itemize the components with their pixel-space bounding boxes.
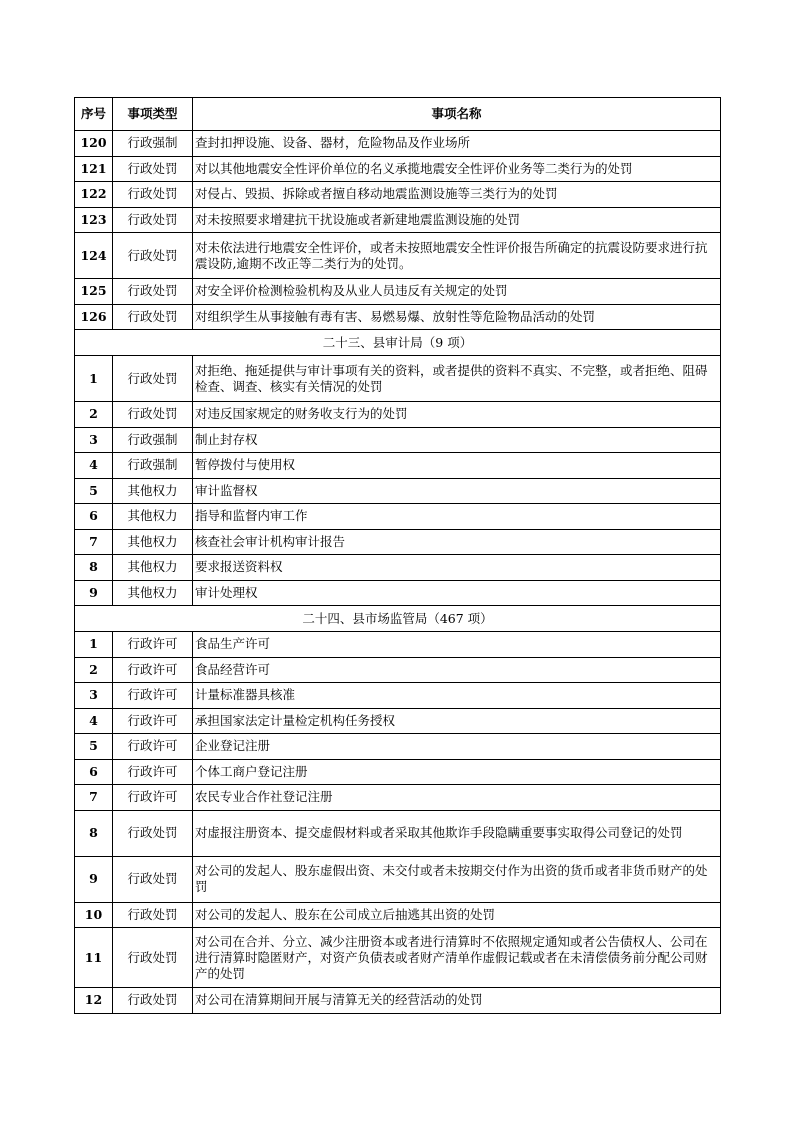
row-type: 其他权力 — [113, 478, 193, 504]
table-row — [75, 785, 721, 811]
row-name: 对以其他地震安全性评价单位的名义承揽地震安全性评价业务等二类行为的处罚 — [193, 156, 721, 182]
row-number: 7 — [75, 529, 113, 555]
row-type: 行政处罚 — [113, 233, 193, 279]
table-row — [75, 233, 721, 279]
table-row — [75, 427, 721, 453]
row-name: 食品生产许可 — [193, 632, 721, 658]
row-name: 对组织学生从事接触有毒有害、易燃易爆、放射性等危险物品活动的处罚 — [193, 304, 721, 330]
row-type: 行政处罚 — [113, 207, 193, 233]
table-row — [75, 708, 721, 734]
row-number: 6 — [75, 504, 113, 530]
row-name: 对侵占、毁损、拆除或者擅自移动地震监测设施等三类行为的处罚 — [193, 182, 721, 208]
row-name: 对安全评价检测检验机构及从业人员违反有关规定的处罚 — [193, 279, 721, 305]
row-type: 行政强制 — [113, 131, 193, 157]
table-row — [75, 856, 721, 902]
row-name: 个体工商户登记注册 — [193, 759, 721, 785]
row-name: 对未依法进行地震安全性评价，或者未按照地震安全性评价报告所确定的抗震设防要求进行抗震设防,逾期不改正等二类行为的处罚。 — [193, 233, 721, 279]
row-name: 制止封存权 — [193, 427, 721, 453]
row-number: 6 — [75, 759, 113, 785]
row-number: 1 — [75, 356, 113, 402]
table-row — [75, 683, 721, 709]
row-name: 暂停拨付与使用权 — [193, 453, 721, 479]
section-header-row — [75, 330, 721, 356]
row-name: 审计处理权 — [193, 580, 721, 606]
row-number: 124 — [75, 233, 113, 279]
row-type: 行政许可 — [113, 734, 193, 760]
row-name: 计量标准器具核准 — [193, 683, 721, 709]
row-type: 其他权力 — [113, 580, 193, 606]
header-name: 事项名称 — [193, 98, 721, 131]
row-name: 对未按照要求增建抗干扰设施或者新建地震监测设施的处罚 — [193, 207, 721, 233]
row-number: 3 — [75, 427, 113, 453]
row-name: 要求报送资料权 — [193, 555, 721, 581]
table-row — [75, 279, 721, 305]
header-number: 序号 — [75, 98, 113, 131]
row-number: 3 — [75, 683, 113, 709]
table-header-row — [75, 98, 721, 131]
row-number: 121 — [75, 156, 113, 182]
row-number: 4 — [75, 453, 113, 479]
table-row — [75, 759, 721, 785]
row-number: 8 — [75, 810, 113, 856]
row-name: 食品经营许可 — [193, 657, 721, 683]
row-number: 126 — [75, 304, 113, 330]
table-row — [75, 156, 721, 182]
table-row — [75, 453, 721, 479]
row-name: 对公司在清算期间开展与清算无关的经营活动的处罚 — [193, 988, 721, 1014]
row-type: 行政许可 — [113, 708, 193, 734]
table-row — [75, 632, 721, 658]
table-row — [75, 478, 721, 504]
row-number: 123 — [75, 207, 113, 233]
table-row — [75, 402, 721, 428]
power-list-table — [74, 97, 721, 1014]
row-number: 12 — [75, 988, 113, 1014]
row-number: 9 — [75, 580, 113, 606]
row-name: 农民专业合作社登记注册 — [193, 785, 721, 811]
row-type: 行政许可 — [113, 785, 193, 811]
row-name: 审计监督权 — [193, 478, 721, 504]
row-number: 11 — [75, 928, 113, 988]
row-type: 行政许可 — [113, 632, 193, 658]
row-number: 1 — [75, 632, 113, 658]
section-title: 二十四、县市场监管局（467 项） — [75, 606, 721, 632]
row-type: 行政处罚 — [113, 810, 193, 856]
table-row — [75, 131, 721, 157]
row-type: 行政处罚 — [113, 182, 193, 208]
row-name: 指导和监督内审工作 — [193, 504, 721, 530]
row-number: 9 — [75, 856, 113, 902]
row-type: 行政强制 — [113, 427, 193, 453]
row-number: 8 — [75, 555, 113, 581]
row-type: 其他权力 — [113, 504, 193, 530]
table-row — [75, 555, 721, 581]
row-number: 125 — [75, 279, 113, 305]
row-number: 4 — [75, 708, 113, 734]
table-row — [75, 928, 721, 988]
table-row — [75, 810, 721, 856]
table-row — [75, 902, 721, 928]
row-number: 5 — [75, 478, 113, 504]
section-header-row — [75, 606, 721, 632]
row-type: 行政处罚 — [113, 356, 193, 402]
row-number: 122 — [75, 182, 113, 208]
row-type: 行政处罚 — [113, 402, 193, 428]
row-type: 其他权力 — [113, 555, 193, 581]
table-row — [75, 988, 721, 1014]
row-name: 查封扣押设施、设备、器材，危险物品及作业场所 — [193, 131, 721, 157]
table-row — [75, 207, 721, 233]
header-type: 事项类型 — [113, 98, 193, 131]
table-row — [75, 304, 721, 330]
table-row — [75, 356, 721, 402]
table-body — [75, 131, 721, 1014]
row-type: 行政处罚 — [113, 304, 193, 330]
row-type: 行政处罚 — [113, 156, 193, 182]
row-number: 7 — [75, 785, 113, 811]
row-name: 对公司的发起人、股东在公司成立后抽逃其出资的处罚 — [193, 902, 721, 928]
table-row — [75, 734, 721, 760]
table-row — [75, 529, 721, 555]
row-name: 承担国家法定计量检定机构任务授权 — [193, 708, 721, 734]
table-row — [75, 580, 721, 606]
table-row — [75, 504, 721, 530]
row-number: 2 — [75, 402, 113, 428]
row-type: 行政处罚 — [113, 856, 193, 902]
row-number: 5 — [75, 734, 113, 760]
section-title: 二十三、县审计局（9 项） — [75, 330, 721, 356]
row-type: 行政处罚 — [113, 902, 193, 928]
table-row — [75, 182, 721, 208]
row-name: 对拒绝、拖延提供与审计事项有关的资料，或者提供的资料不真实、不完整，或者拒绝、阻碍检查、调查、核实有关情况的处罚 — [193, 356, 721, 402]
row-name: 对公司在合并、分立、减少注册资本或者进行清算时不依照规定通知或者公告债权人、公司在进行清算时隐匿财产，对资产负债表或者财产清单作虚假记载或者在未清偿债务前分配公司财产的处罚 — [193, 928, 721, 988]
row-name: 企业登记注册 — [193, 734, 721, 760]
table-row — [75, 657, 721, 683]
row-type: 其他权力 — [113, 529, 193, 555]
row-type: 行政许可 — [113, 657, 193, 683]
row-type: 行政处罚 — [113, 988, 193, 1014]
row-name: 对违反国家规定的财务收支行为的处罚 — [193, 402, 721, 428]
row-number: 10 — [75, 902, 113, 928]
row-type: 行政强制 — [113, 453, 193, 479]
row-name: 对公司的发起人、股东虚假出资、未交付或者未按期交付作为出资的货币或者非货币财产的处罚 — [193, 856, 721, 902]
row-number: 120 — [75, 131, 113, 157]
row-name: 对虚报注册资本、提交虚假材料或者采取其他欺诈手段隐瞒重要事实取得公司登记的处罚 — [193, 810, 721, 856]
row-name: 核查社会审计机构审计报告 — [193, 529, 721, 555]
row-type: 行政许可 — [113, 759, 193, 785]
row-type: 行政处罚 — [113, 928, 193, 988]
row-type: 行政许可 — [113, 683, 193, 709]
row-type: 行政处罚 — [113, 279, 193, 305]
row-number: 2 — [75, 657, 113, 683]
